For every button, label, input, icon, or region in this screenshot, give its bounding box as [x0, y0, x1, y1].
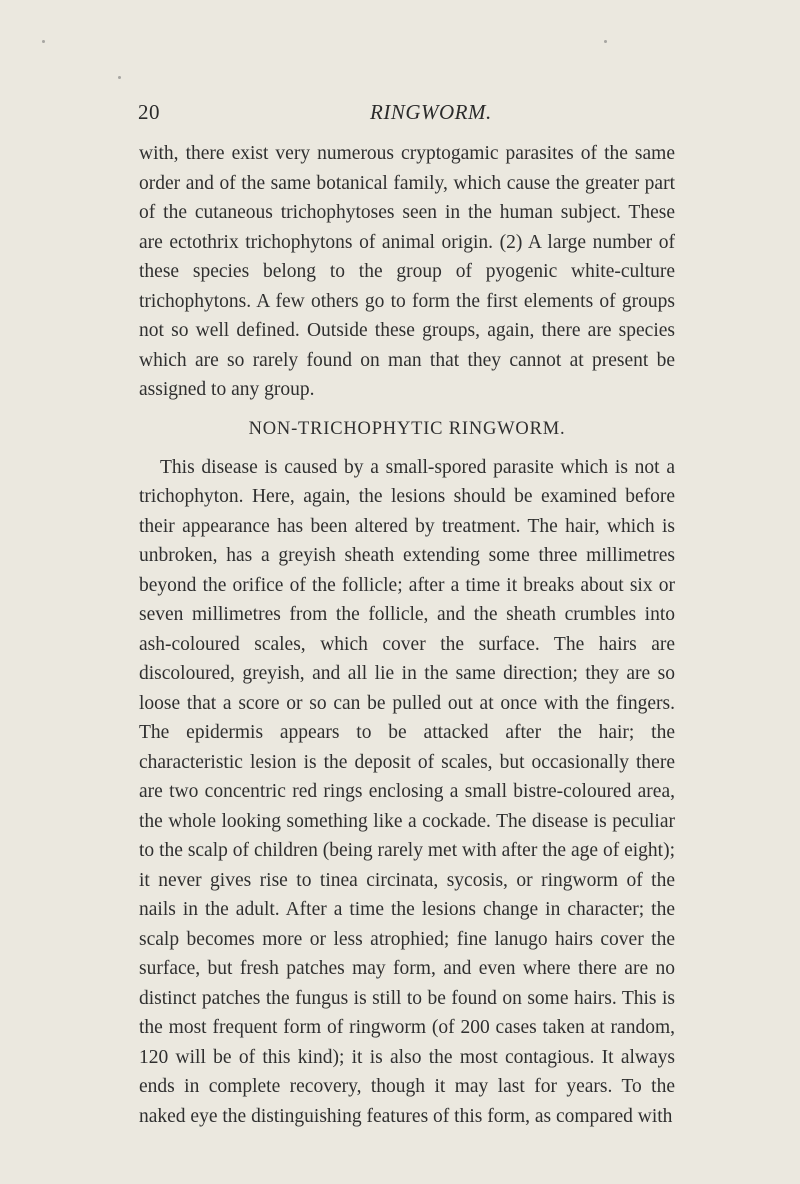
paragraph-1: with, there exist very numerous cryptogamic parasites of the same order and of the same botanical family, which cause the greater part of the cutaneous trichophytoses seen in the human subject. These are ectothrix trichophytons of animal origin. (2) A large number of these species belong to the group of pyogenic white-culture trichophytons. A few others go to form the first elements of groups not so well defined. Outside these groups, again, there are species which are so rarely found on man that they cannot at present be assigned to any group.: [139, 143, 675, 400]
page-header: [138, 100, 674, 128]
print-speck: [42, 40, 45, 43]
paragraph-2: This disease is caused by a small-spored parasite which is not a trichophyton. Here, again, the lesions should be examined before their appearance has been altered by treatment. The hair, which is unbroken, has a greyish sheath extending some three millimetres beyond the orifice of the follicle; after a time it breaks about six or seven millimetres from the follicle, and the sheath crumbles into ash-coloured scales, which cover the surface. The hairs are discoloured, greyish, and all lie in the same direction; they are so loose that a score or so can be pulled out at once with the fingers. The epidermis appears to be attacked after the hair; the characteristic lesion is the deposit of scales, but occasionally there are two concentric red rings enclosing a small bistre-coloured area, the whole looking something like a cockade. The disease is peculiar to the scalp of children (being rarely met with after the age of eight); it never gives rise to tinea circinata, sycosis, or ringworm of the nails in the adult. After a time the lesions change in character; the scalp becomes more or less atrophied; fine lanugo hairs cover the surface, but fresh patches may form, and even where there are no distinct patches the fungus is still to be found on some hairs. This is the most frequent form of ringworm (of 200 cases taken at random, 120 will be of this kind); it is also the most contagious. It always ends in complete recovery, though it may last for years. To the naked eye the distinguishing features of this form, as compared with: [139, 456, 675, 1127]
running-head: RINGWORM.: [370, 100, 492, 124]
body-text: [139, 139, 675, 1131]
page-number: 20: [138, 100, 160, 124]
print-speck: [118, 76, 121, 79]
section-heading: NON-TRICHOPHYTIC RINGWORM.: [248, 418, 566, 439]
print-speck: [604, 40, 607, 43]
